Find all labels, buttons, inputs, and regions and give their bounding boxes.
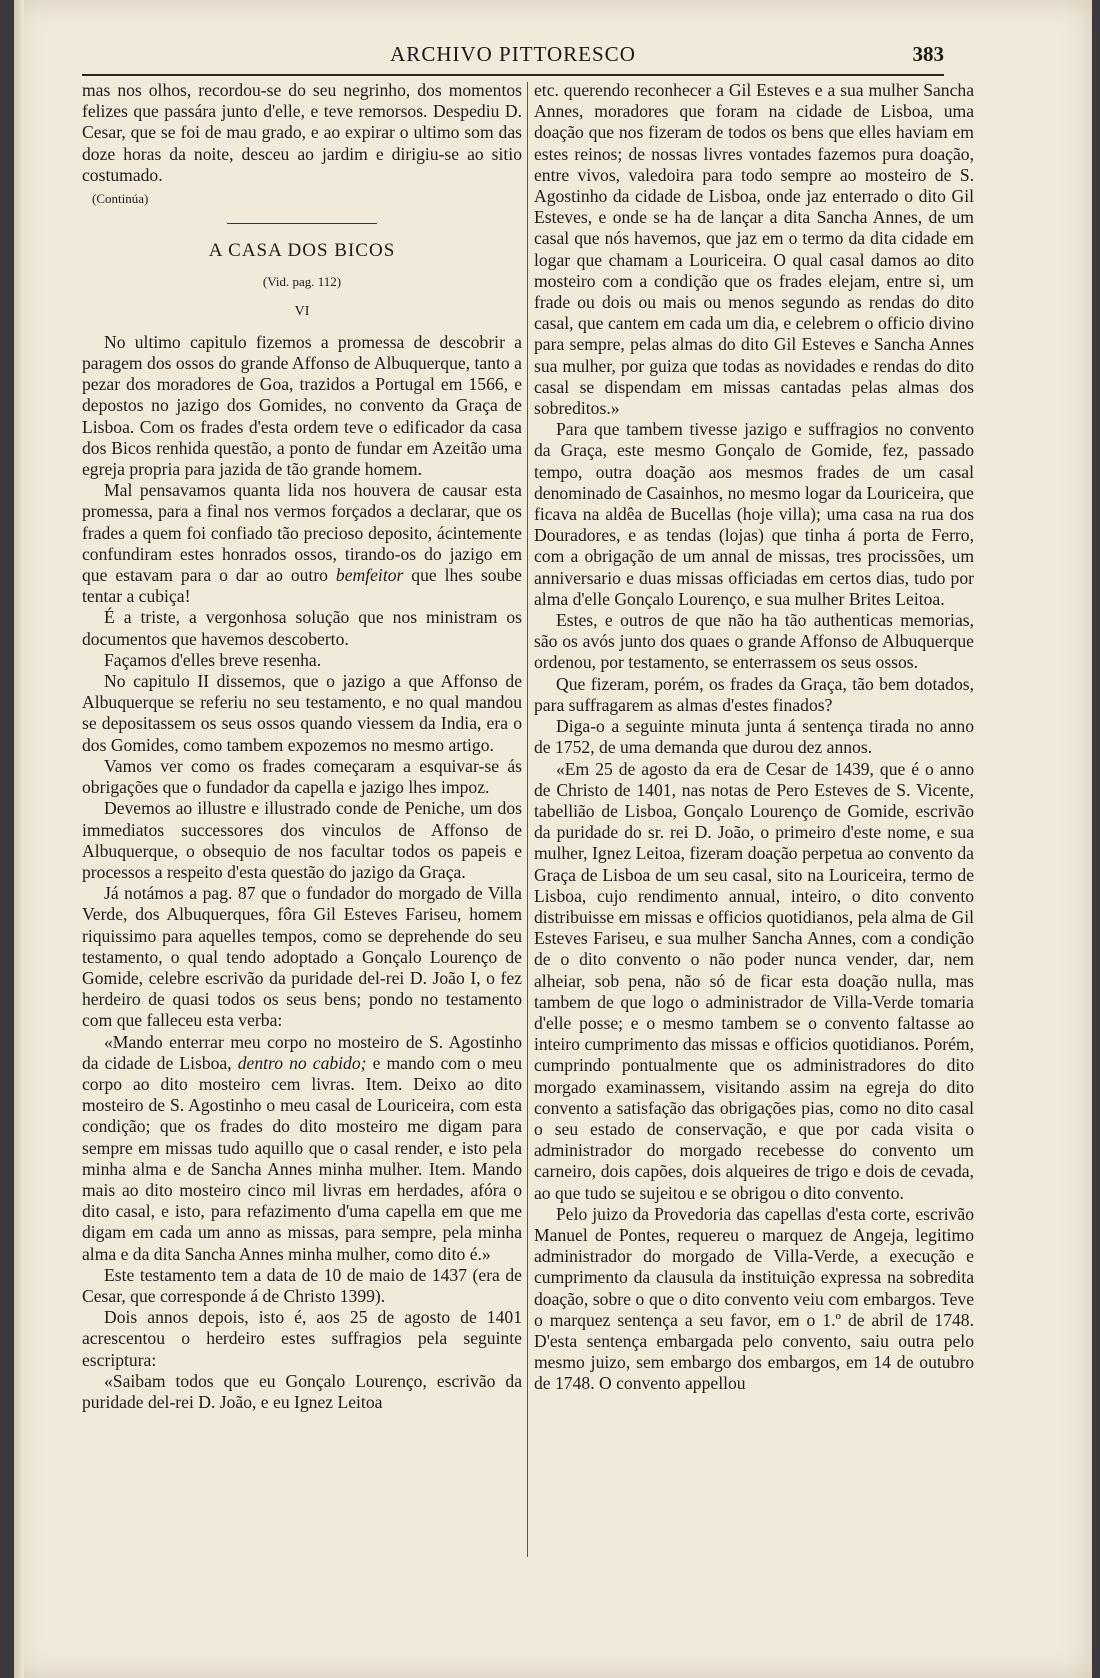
paragraph: Este testamento tem a data de 10 de maio de 1437 (era de Cesar, que corresponde á de Christo 1399). <box>82 1264 522 1306</box>
quotation: «Saibam todos que eu Gonçalo Lourenço, escrivão da puridade del-rei D. João, e eu Ignez Leitoa <box>82 1370 522 1412</box>
article-reference: (Vid. pag. 112) <box>262 274 342 290</box>
journal-page <box>14 0 1092 1678</box>
paragraph: É a triste, a vergonhosa solução que nos ministram os documentos que havemos descoberto. <box>82 607 522 649</box>
page-edge-shadow <box>14 0 24 1678</box>
paragraph: Vamos ver como os frades começaram a esquivar-se ás obrigações que o fundador da capella e jazigo lhes impoz. <box>82 755 522 798</box>
quotation: «Em 25 de agosto da era de Cesar de 1439, que é o anno de Christo de 1401, nas notas de Pero Esteves de S. Vicente, tabellião de Lisboa, Gonçalo Lourenço de Gomide, escrivão da puridade do sr. rei D. João, o primeiro d'este nome, e sua mulher, Ignez Leitoa, fizeram doação perpetua ao convento da Graça de Lisboa de um seu casal, sito na Louriceira, termo de Lisboa, cujo rendimento annual, inteiro, o dito convento distribuisse em missas e officios quotidianos, pela alma de Gil Esteves Fariseu, e sua mulher Sancha Annes, com a condição de o dito convento o não poder nunca vender, dar, nem alheiar, sob pena, não só de ficar esta doação nulla, mas tambem de que logo o administrador de Villa-Verde tomaria d'elle posse; e o mesmo tambem se o convento faltasse ao inteiro cumprimento das missas e officios quotidianos. Porém, cumprindo pontualmente que os administradores do dito morgado examinassem, visitando assim na egreja do dito convento a satisfação das obrigações pias, como no dito casal o seu estado de conservação, e que por cada visita o administrador do morgado recebesse do convento um carneiro, dois capões, dois alqueires de trigo e dois de cevada, ao que tudo se sujeitou e se obrigou o dito convento. <box>534 758 974 1203</box>
paragraph: Mal pensavamos quanta lida nos houvera de causar esta promessa, para a final nos vermos forçados a declarar, que os frades a quem foi confiado tão precioso deposito, ácintemente confundiram estes honrados ossos, tirando-os do jazigo em que estavam para o dar ao outro bemfeitor que lhes soube tentar a cubiça! <box>82 480 522 607</box>
paragraph: No ultimo capitulo fizemos a promessa de descobrir a paragem dos ossos do grande Affonso de Albuquerque, tanto a pezar dos moradores de Goa, trazidos a Portugal em 1566, e depostos no jazigo dos Gomides, no convento da Graça de Lisboa. Com os frades d'esta ordem teve o edificador da casa dos Bicos renhida questão, a ponto de fundar em Azeitão uma egreja propria para jazida de tão grande homem. <box>82 331 522 480</box>
paragraph: Já notámos a pag. 87 que o fundador do morgado de Villa Verde, dos Albuquerques, fôra Gil Esteves Fariseu, homem riquissimo para aquelles tempos, como se deprehende do seu testamento, o qual tendo adoptado a Gonçalo Lourenço de Gomide, celebre escrivão da puridade del-rei D. João I, o fez herdeiro de quasi todos os seus bens; pondo no testamento com que falleceu esta verba: <box>82 883 522 1031</box>
italic-word: bemfeitor <box>335 565 404 586</box>
right-column <box>534 80 974 1395</box>
paragraph: Diga-o a seguinte minuta junta á sentença tirada no anno de 1752, de uma demanda que durou dez annos. <box>534 716 974 758</box>
quotation: «Mando enterrar meu corpo no mosteiro de S. Agostinho da cidade de Lisboa, dentro no cabido; e mando com o meu corpo ao dito mosteiro cem livras. Item. Deixo ao dito mosteiro de S. Agostinho o meu casal de Louriceira, com esta condição; que os frades do dito mosteiro me digam para sempre em missas tudo aquillo que o casal render, e isto pela minha alma e de Sancha Annes minha mulher. Item. Mando mais ao dito mosteiro cinco mil livras em herdades, afóra o dito casal, e isto, para refazimento d'uma capella em que me digam em cada um anno as missas, para sempre, pela minha alma e da dita Sancha Annes minha mulher, como dito é.» <box>82 1031 522 1264</box>
paragraph: No capitulo II dissemos, que o jazigo a que Affonso de Albuquerque se referiu no seu testamento, e no qual mandou se depositassem os seus ossos quando viessem da India, era o dos Gomides, como tambem expozemos no mesmo artigo. <box>82 671 522 755</box>
paragraph: mas nos olhos, recordou-se do seu negrinho, dos momentos felizes que passára junto d'elle, e teve remorsos. Despediu D. Cesar, que se foi de mau grado, e ao expirar o ultimo som das doze horas da noite, desceu ao jardim e dirigiu-se ao sitio costumado. <box>82 80 522 185</box>
paragraph: Que fizeram, porém, os frades da Graça, tão bem dotados, para suffragarem as almas d'estes finados? <box>534 673 974 715</box>
paragraph: Para que tambem tivesse jazigo e suffragios no convento da Graça, este mesmo Gonçalo de Gomide, fez, passado tempo, outra doação aos mesmos frades de um casal denominado de Casainhos, no mesmo logar da Louriceira, que ficava na aldêa de Bucellas (hoje villa); uma casa na rua dos Douradores, e as tendas (lojas) que tinha á porta de Ferro, com a obrigação de um annal de missas, tres procissões, um anniversario e duas missas officiadas em certos dias, tudo por alma d'elle Gonçalo Lourenço, e sua mulher Brites Leitoa. <box>534 419 974 609</box>
paragraph: Estes, e outros de que não ha tão authenticas memorias, são os avós junto dos quaes o grande Affonso de Albuquerque ordenou, por testamento, se enterrassem os seus ossos. <box>534 610 974 673</box>
paragraph: Façamos d'elles breve resenha. <box>104 649 322 670</box>
continued-note: (Continúa) <box>92 191 149 207</box>
quotation: etc. querendo reconhecer a Gil Esteves e a sua mulher Sancha Annes, moradores que foram na cidade de Lisboa, uma doação que nos fizeram de todos os bens que elles haviam em estes reinos; de nossas livres vontades fazemos pura doação, entre vivos, valedoira para todo sempre ao mosteiro de S. Agostinho da cidade de Lisboa, onde jaz enterrado o dito Gil Esteves, e onde se ha de lançar a dita Sancha Annes, de um casal que nós havemos, que jaz em o termo da dita cidade em logar que chamam a Louriceira. O qual casal damos ao dito mosteiro com a condição que os frades elejam, entre si, um frade ou dois ou mais ou menos segundo as rendas do dito casal, que cantem em cada um dia, e celebrem o officio divino para sempre, pelas almas do dito Gil Esteves e Sancha Annes sua mulher, por guiza que todas as novidades e rendas do dito casal se dispendam em missas cantadas pelas almas dos sobreditos.» <box>534 80 974 419</box>
header-rule <box>82 74 944 76</box>
chapter-number: VI <box>294 303 310 319</box>
running-head <box>82 42 944 70</box>
paragraph: Devemos ao illustre e illustrado conde de Peniche, um dos immediatos successores dos vinculos de Affonso de Albuquerque, o obsequio de nos facultar todos os papeis e processos a respeito d'esta questão do jazigo da Graça. <box>82 798 522 882</box>
italic-phrase: dentro no cabido; <box>237 1052 367 1073</box>
paragraph: Dois annos depois, isto é, aos 25 de agosto de 1401 acrescentou o herdeiro estes suffragios pela seguinte escriptura: <box>82 1307 522 1370</box>
section-separator <box>227 223 377 224</box>
left-column <box>82 80 522 1413</box>
page-number: 383 <box>912 42 944 66</box>
column-divider <box>527 82 528 1557</box>
article-title: A CASA DOS BICOS <box>208 240 396 262</box>
running-title: ARCHIVO PITTORESCO <box>390 42 636 66</box>
paragraph: Pelo juizo da Provedoria das capellas d'esta corte, escrivão Manuel de Pontes, requereu o marquez de Angeja, legitimo administrador do morgado de Villa-Verde, a execução e cumprimento da clausula da instituição expressa na sobredita doação, sobre o que o dito convento veiu com embargos. Teve o marquez sentença a seu favor, em o 1.º de abril de 1748. D'esta sentença embargada pelo convento, saiu outra pelo mesmo juizo, sem embargo dos embargos, em 14 de outubro de 1748. O convento appellou <box>534 1203 974 1394</box>
